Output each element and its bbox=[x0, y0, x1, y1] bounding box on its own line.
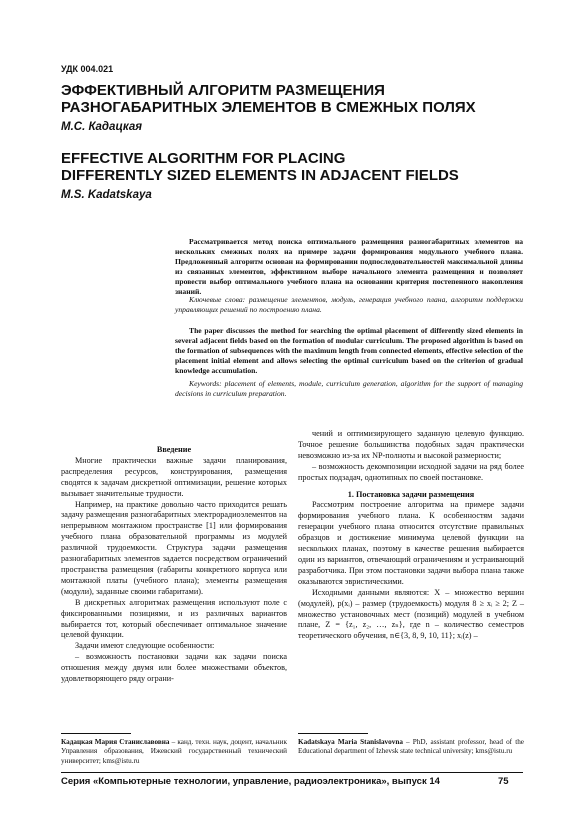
author-english: M.S. Kadatskaya bbox=[61, 189, 152, 201]
footnote-author-english bbox=[298, 738, 524, 757]
footnote-author-russian bbox=[61, 738, 287, 766]
keywords-russian: Ключевые слова: размещение элементов, модуль, генерация учебного плана, алгоритм поддержки управляющих решений по построению плана. bbox=[175, 295, 523, 315]
footnote-author-details: – PhD, assistant professor, head of the Educational department of Izhevsk state technical university; kms@istu.ru bbox=[298, 738, 524, 756]
paragraph: – возможность декомпозиции исходной задачи на ряд более простых подзадач, однотипных по своей постановке. bbox=[298, 461, 524, 482]
footnote-author-name: Kadatskaya Maria Stanislavovna bbox=[298, 738, 403, 746]
page-number: 75 bbox=[498, 776, 509, 787]
author-russian: М.С. Кадацкая bbox=[61, 121, 143, 133]
title-russian-line-1: ЭФФЕКТИВНЫЙ АЛГОРИТМ РАЗМЕЩЕНИЯ bbox=[61, 82, 385, 99]
footnote-divider bbox=[298, 733, 368, 734]
abstract-english: The paper discusses the method for searching the optimal placement of differently sized elements in several adjacent fields based on the formation of modular curriculum. The proposed algorithm is based on the formation of subsequences with the maximum length from connected elements, effective selection of the placement initial element and allows selecting the optimal curriculum based on the criterion of gradual knowledge accumulation. bbox=[175, 326, 523, 376]
footnote-divider bbox=[61, 733, 131, 734]
keywords-english: Keywords: placement of elements, module, curriculum generation, algorithm for the support of managing decisions in curriculum preparation. bbox=[175, 379, 523, 399]
journal-series-footer: Серия «Компьютерные технологии, управление, радиоэлектроника», выпуск 14 bbox=[61, 776, 440, 787]
paragraph: Например, на практике довольно часто приходится решать задачу размещения разногабаритных электрорадиоэлементов на непрерывном монтажном пространстве [1] или формирования учебного плана образовательной программы из модулей различной трудоемкости. Структура задачи размещения разногабаритных элементов задается посредством ограничений пространства размещения (габариты конкретного корпуса или монтажной платы (учебного плана); элементы размещения (модули), заданные своими габаритами). bbox=[61, 499, 287, 596]
title-english-line-1: EFFECTIVE ALGORITHM FOR PLACING bbox=[61, 150, 346, 167]
footnote-author-details: – канд. техн. наук, доцент, начальник Управления образования, Ижевский государственный технический университет; kms@istu.ru bbox=[61, 738, 287, 765]
footnote-author-name: Кадацкая Мария Станиславовна bbox=[61, 738, 170, 746]
udc-code: УДК 004.021 bbox=[61, 64, 114, 74]
paragraph: Многие практически важные задачи планирования, распределения ресурсов, конструирования, размещения сводятся к задачам дискретной оптимизации, решение которых вызывает значительные трудности. bbox=[61, 455, 287, 498]
paragraph: чений и оптимизирующего заданную целевую функцию. Точное решение большинства подобных задач практически невозможно из-за их NP-полноты и высокой размерности; bbox=[298, 429, 524, 460]
title-english bbox=[61, 150, 531, 184]
right-column bbox=[298, 429, 524, 642]
paragraph: Рассмотрим построение алгоритма на примере задачи формирования учебного плана. К особенностям задачи генерации учебного плана относится отсутствие правильных образцов и достижение минимума целевой функции на нескольких планах, поэтому в качестве решения выбирается один из вариантов, отвечающий ограничениям и устраивающий разработчика. При этом постановки задачи выбора плана также оказываются эвристическими. bbox=[298, 500, 524, 586]
abstract-russian: Рассматривается метод поиска оптимального размещения разногабаритных элементов на нескольких смежных полях на примере задачи формирования модульного учебного плана. Предложенный алгоритм основан на формировании подпоследовательностей максимальной длины из связанных элементов, эффективном выборе начального элемента размещения и позволяет провести выбор оптимального учебного плана на основании критерия постепенного накопления знаний. bbox=[175, 237, 523, 297]
paragraph: Задачи имеют следующие особенности: bbox=[75, 641, 215, 651]
section-heading-problem-statement: 1. Постановка задачи размещения bbox=[347, 489, 475, 499]
paragraph: – возможность постановки задачи как задачи поиска отношения между двумя или более множествами объектов, удовлетворяющего ряду ограни- bbox=[61, 652, 287, 684]
title-english-line-2: DIFFERENTLY SIZED ELEMENTS IN ADJACENT FIELDS bbox=[61, 167, 459, 184]
title-russian bbox=[61, 82, 531, 116]
section-heading-introduction: Введение bbox=[156, 445, 192, 454]
left-column bbox=[61, 445, 287, 685]
paragraph: В дискретных алгоритмах размещения используют поле с фиксированными позициями, и из различных вариантов выбирается тот, который обеспечивает оптимальное значение целевой функции. bbox=[61, 597, 287, 640]
footer-divider bbox=[61, 772, 523, 773]
paragraph: Исходными данными являются: X – множество вершин (модулей), p(xᵢ) – размер (трудоемкость) модуля 8 ≥ xᵢ ≥ 2; Z – множество установочных мест (позиций) модулей в учебном плане, Z = {z₁, z₂, …, zₙ}, где n – количество семестров теоретического обучения, n∈{3, 8, 9, 10, 11}; xᵢ(z) – bbox=[298, 587, 524, 641]
title-russian-line-2: РАЗНОГАБАРИТНЫХ ЭЛЕМЕНТОВ В СМЕЖНЫХ ПОЛЯХ bbox=[61, 99, 476, 116]
